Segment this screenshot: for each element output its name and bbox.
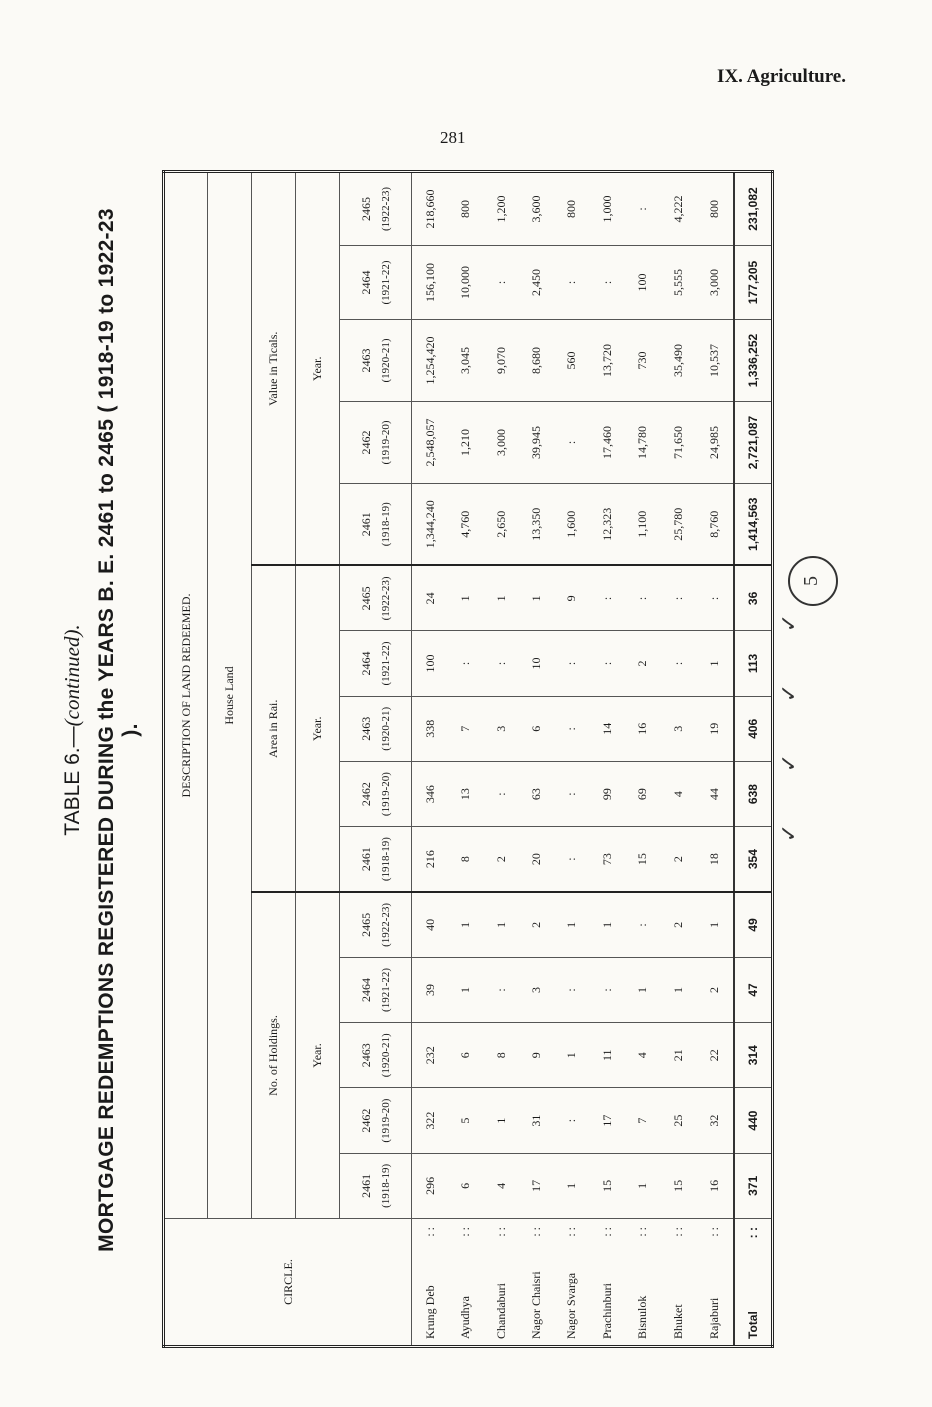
year-label-value: Year. [296, 172, 340, 566]
holdings-cell: 314 [734, 1023, 773, 1088]
holdings-cell: 31 [519, 1088, 554, 1153]
table-number [60, 200, 85, 1260]
value-cell: 5,555 [660, 246, 695, 320]
year-header-cell [340, 631, 412, 696]
leader-dots: : : [635, 1227, 650, 1237]
area-cell: 63 [519, 761, 554, 826]
year-ce: (1921-22) [380, 641, 392, 686]
area-cell: 2 [660, 827, 695, 892]
table-row [483, 172, 518, 1347]
year-label-holdings: Year. [296, 892, 340, 1218]
holdings-cell: 6 [448, 1023, 483, 1088]
area-cell: 2 [625, 631, 660, 696]
value-cell: 100 [625, 246, 660, 320]
value-cell: 231,082 [734, 172, 773, 246]
area-cell: 1 [696, 631, 734, 696]
holdings-header: No. of Holdings. [252, 892, 296, 1218]
value-cell: : [554, 402, 589, 484]
value-cell: 3,000 [696, 246, 734, 320]
circle-name: Ayudhya [458, 1296, 473, 1339]
check-mark: ✓ [776, 683, 802, 703]
holdings-cell: 1 [554, 892, 589, 957]
year-be: 2462 [359, 430, 373, 455]
area-cell: 216 [412, 827, 449, 892]
value-cell: 39,945 [519, 402, 554, 484]
circle-name-cell [660, 1219, 695, 1347]
year-ce: (1922-23) [380, 576, 392, 621]
table-row [660, 172, 695, 1347]
year-header-cell [340, 484, 412, 566]
value-cell: 156,100 [412, 246, 449, 320]
year-header-cell [340, 761, 412, 826]
value-cell: 9,070 [483, 320, 518, 402]
holdings-cell: 1 [625, 957, 660, 1022]
leader-dots: : : [706, 1227, 721, 1237]
area-cell: 99 [590, 761, 625, 826]
area-cell: 13 [448, 761, 483, 826]
year-header-cell [340, 696, 412, 761]
house-land-header: House Land [208, 172, 252, 1219]
year-header-cell [340, 827, 412, 892]
holdings-cell: 49 [734, 892, 773, 957]
area-cell: : [625, 566, 660, 631]
holdings-cell: 17 [519, 1153, 554, 1218]
circle-name: Chandaburi [493, 1283, 508, 1339]
year-be: 2464 [359, 977, 373, 1002]
holdings-cell: 9 [519, 1023, 554, 1088]
holdings-cell: 8 [483, 1023, 518, 1088]
area-cell: : [660, 631, 695, 696]
area-cell: 19 [696, 696, 734, 761]
value-cell: 10,537 [696, 320, 734, 402]
year-ce: (1922-23) [380, 902, 392, 947]
value-cell: 1,336,252 [734, 320, 773, 402]
circle-name: Total [745, 1311, 760, 1339]
year-be: 2464 [359, 270, 373, 295]
circle-name-cell [483, 1219, 518, 1347]
area-cell: 1 [519, 566, 554, 631]
table-row [696, 172, 734, 1347]
year-be: 2462 [359, 1108, 373, 1133]
year-ce: (1922-23) [380, 187, 392, 231]
area-cell: 44 [696, 761, 734, 826]
year-ce: (1920-21) [380, 706, 392, 751]
value-cell: 1,100 [625, 484, 660, 566]
area-cell: 3 [660, 696, 695, 761]
value-cell: 1,600 [554, 484, 589, 566]
year-header-cell [340, 320, 412, 402]
holdings-cell: 2 [660, 892, 695, 957]
area-cell: 14 [590, 696, 625, 761]
holdings-cell: 16 [696, 1153, 734, 1218]
value-cell: 14,780 [625, 402, 660, 484]
area-cell: 346 [412, 761, 449, 826]
area-cell: 6 [519, 696, 554, 761]
circle-name: Nagor Svarga [564, 1272, 579, 1339]
holdings-cell: 22 [696, 1023, 734, 1088]
area-cell: 4 [660, 761, 695, 826]
holdings-cell: 17 [590, 1088, 625, 1153]
area-cell: 36 [734, 566, 773, 631]
holdings-cell: 371 [734, 1153, 773, 1218]
circle-header: CIRCLE. [164, 1219, 412, 1347]
section-header: IX. Agriculture. [717, 66, 846, 87]
area-cell: 1 [483, 566, 518, 631]
year-ce: (1919-20) [380, 772, 392, 817]
table-row [412, 172, 449, 1347]
area-cell: 2 [483, 827, 518, 892]
value-cell: 800 [696, 172, 734, 246]
year-ce: (1921-22) [380, 260, 392, 305]
area-cell: 69 [625, 761, 660, 826]
circle-name-cell [734, 1219, 773, 1347]
table-body [412, 172, 773, 1347]
holdings-cell: : [483, 957, 518, 1022]
year-ce: (1918-19) [380, 837, 392, 882]
value-cell: 3,000 [483, 402, 518, 484]
value-cell: : [625, 172, 660, 246]
value-cell: 218,660 [412, 172, 449, 246]
year-header-cell [340, 172, 412, 246]
value-cell: 1,200 [483, 172, 518, 246]
area-cell: 24 [412, 566, 449, 631]
holdings-cell: 25 [660, 1088, 695, 1153]
holdings-cell: 21 [660, 1023, 695, 1088]
holdings-cell: 1 [554, 1153, 589, 1218]
circle-name: Rajaburi [706, 1297, 721, 1339]
year-be: 2465 [359, 197, 373, 221]
year-ce: (1920-21) [380, 338, 392, 383]
value-cell: 17,460 [590, 402, 625, 484]
area-cell: : [554, 631, 589, 696]
year-ce: (1921-22) [380, 967, 392, 1012]
area-cell: : [590, 631, 625, 696]
leader-dots: : : [745, 1227, 760, 1239]
holdings-cell: 440 [734, 1088, 773, 1153]
leader-dots: : : [529, 1227, 544, 1237]
holdings-cell: : [554, 1088, 589, 1153]
year-header-cell [340, 566, 412, 631]
area-cell: 18 [696, 827, 734, 892]
year-be: 2463 [359, 1043, 373, 1068]
holdings-cell: 6 [448, 1153, 483, 1218]
area-cell: 100 [412, 631, 449, 696]
holdings-cell: 40 [412, 892, 449, 957]
table-row [625, 172, 660, 1347]
year-ce: (1920-21) [380, 1033, 392, 1078]
holdings-cell: 1 [483, 892, 518, 957]
circled-annotation: 5 [788, 556, 838, 606]
leader-dots: : : [493, 1227, 508, 1237]
table-titles [60, 200, 140, 1260]
area-cell: : [554, 761, 589, 826]
holdings-cell: 47 [734, 957, 773, 1022]
year-ce: (1919-20) [380, 1098, 392, 1143]
value-cell: : [590, 246, 625, 320]
value-cell: 4,222 [660, 172, 695, 246]
leader-dots: : : [564, 1227, 579, 1237]
title-prefix: TABLE 6.— [61, 726, 84, 836]
circle-name-cell [625, 1219, 660, 1347]
area-cell: 8 [448, 827, 483, 892]
check-mark: ✓ [776, 753, 802, 773]
year-header-cell [340, 1023, 412, 1088]
rotated-table-wrapper [162, 170, 774, 1348]
year-ce: (1918-19) [380, 502, 392, 547]
mortgage-redemptions-table [162, 170, 774, 1348]
table-row [590, 172, 625, 1347]
circle-name: Prachinburi [599, 1283, 614, 1339]
year-be: 2465 [359, 912, 373, 937]
value-cell: 1,344,240 [412, 484, 449, 566]
value-cell: 2,721,087 [734, 402, 773, 484]
total-row [734, 172, 773, 1347]
circle-name: Bisnulok [635, 1295, 650, 1339]
title-continued: (continued). [60, 624, 84, 727]
value-cell: 4,760 [448, 484, 483, 566]
area-cell: : [660, 566, 695, 631]
year-be: 2461 [359, 512, 373, 537]
value-cell: 2,548,057 [412, 402, 449, 484]
holdings-cell: 15 [590, 1153, 625, 1218]
year-be: 2461 [359, 847, 373, 872]
holdings-cell: 11 [590, 1023, 625, 1088]
leader-dots: : : [422, 1227, 437, 1237]
value-cell: 8,680 [519, 320, 554, 402]
area-cell: : [554, 827, 589, 892]
value-cell: : [483, 246, 518, 320]
page-number: 281 [440, 128, 466, 147]
circle-name-cell [554, 1219, 589, 1347]
holdings-cell: 1 [554, 1023, 589, 1088]
circle-name: Krung Deb [422, 1285, 437, 1339]
check-marks [770, 560, 830, 860]
year-header-cell [340, 957, 412, 1022]
circle-name-cell [590, 1219, 625, 1347]
holdings-cell: 4 [625, 1023, 660, 1088]
circle-name-cell [519, 1219, 554, 1347]
value-header: Value in Ticals. [252, 172, 296, 566]
holdings-cell: 1 [660, 957, 695, 1022]
holdings-cell: : [625, 892, 660, 957]
year-header-cell [340, 892, 412, 957]
area-cell: : [483, 761, 518, 826]
value-cell: 1,000 [590, 172, 625, 246]
value-cell: 560 [554, 320, 589, 402]
area-cell: 7 [448, 696, 483, 761]
value-cell: 1,210 [448, 402, 483, 484]
value-cell: 13,720 [590, 320, 625, 402]
year-header-cell [340, 1153, 412, 1218]
value-cell: 2,450 [519, 246, 554, 320]
area-cell: : [696, 566, 734, 631]
table-title: MORTGAGE REDEMPTIONS REGISTERED DURING the YEARS B. E. 2461 to 2465 ( 1918-19 to 1922-23 ). [95, 208, 142, 1252]
holdings-cell: 232 [412, 1023, 449, 1088]
holdings-cell: 32 [696, 1088, 734, 1153]
area-cell: : [554, 696, 589, 761]
area-cell: 15 [625, 827, 660, 892]
holdings-cell: 3 [519, 957, 554, 1022]
holdings-cell: : [590, 957, 625, 1022]
value-cell: 177,205 [734, 246, 773, 320]
year-header-cell [340, 246, 412, 320]
holdings-cell: 4 [483, 1153, 518, 1218]
area-cell: 73 [590, 827, 625, 892]
leader-dots: : : [670, 1227, 685, 1237]
value-cell: 1,254,420 [412, 320, 449, 402]
area-header: Area in Rai. [252, 566, 296, 893]
year-ce: (1918-19) [380, 1163, 392, 1208]
value-cell: 3,045 [448, 320, 483, 402]
area-cell: : [448, 631, 483, 696]
area-cell: 638 [734, 761, 773, 826]
value-cell: 13,350 [519, 484, 554, 566]
year-be: 2465 [359, 586, 373, 611]
leader-dots: : : [458, 1227, 473, 1237]
year-header-cell [340, 1088, 412, 1153]
circle-name-cell [696, 1219, 734, 1347]
value-cell: 25,780 [660, 484, 695, 566]
year-ce: (1919-20) [380, 420, 392, 465]
circle-name: Nagor Chaisri [529, 1271, 544, 1339]
value-cell: 12,323 [590, 484, 625, 566]
year-be: 2464 [359, 651, 373, 676]
value-cell: 800 [554, 172, 589, 246]
area-cell: 16 [625, 696, 660, 761]
value-cell: 8,760 [696, 484, 734, 566]
area-cell: 3 [483, 696, 518, 761]
value-cell: 35,490 [660, 320, 695, 402]
holdings-cell: 1 [448, 957, 483, 1022]
area-cell: 354 [734, 827, 773, 892]
value-cell: 1,414,563 [734, 484, 773, 566]
value-cell: : [554, 246, 589, 320]
year-row [340, 172, 412, 1347]
area-cell: 338 [412, 696, 449, 761]
area-cell: : [590, 566, 625, 631]
holdings-cell: 1 [696, 892, 734, 957]
year-be: 2461 [359, 1173, 373, 1198]
year-be: 2463 [359, 348, 373, 373]
circle-name-cell [448, 1219, 483, 1347]
holdings-cell: 1 [483, 1088, 518, 1153]
value-cell: 2,650 [483, 484, 518, 566]
area-cell: 406 [734, 696, 773, 761]
holdings-cell: 1 [590, 892, 625, 957]
holdings-cell: 2 [519, 892, 554, 957]
value-cell: 10,000 [448, 246, 483, 320]
holdings-cell: 2 [696, 957, 734, 1022]
description-header: DESCRIPTION OF LAND REDEEMED. [164, 172, 208, 1219]
area-cell: 10 [519, 631, 554, 696]
area-cell: 9 [554, 566, 589, 631]
holdings-cell: 1 [448, 892, 483, 957]
area-cell: 1 [448, 566, 483, 631]
area-cell: 113 [734, 631, 773, 696]
check-mark: ✓ [776, 613, 802, 633]
holdings-cell: 5 [448, 1088, 483, 1153]
value-cell: 3,600 [519, 172, 554, 246]
value-cell: 730 [625, 320, 660, 402]
year-header-cell [340, 402, 412, 484]
table-row [448, 172, 483, 1347]
holdings-cell: 322 [412, 1088, 449, 1153]
holdings-cell: 296 [412, 1153, 449, 1218]
year-be: 2462 [359, 782, 373, 807]
value-cell: 800 [448, 172, 483, 246]
area-cell: 20 [519, 827, 554, 892]
year-label-area: Year. [296, 566, 340, 893]
holdings-cell: 1 [625, 1153, 660, 1218]
year-be: 2463 [359, 716, 373, 741]
holdings-cell: : [554, 957, 589, 1022]
circle-name-cell [412, 1219, 449, 1347]
value-cell: 24,985 [696, 402, 734, 484]
holdings-cell: 15 [660, 1153, 695, 1218]
circle-name: Bhuket [670, 1304, 685, 1339]
table-row [519, 172, 554, 1347]
value-cell: 71,650 [660, 402, 695, 484]
area-cell: : [483, 631, 518, 696]
holdings-cell: 7 [625, 1088, 660, 1153]
leader-dots: : : [599, 1227, 614, 1237]
holdings-cell: 39 [412, 957, 449, 1022]
table-row [554, 172, 589, 1347]
check-mark: ✓ [776, 823, 802, 843]
